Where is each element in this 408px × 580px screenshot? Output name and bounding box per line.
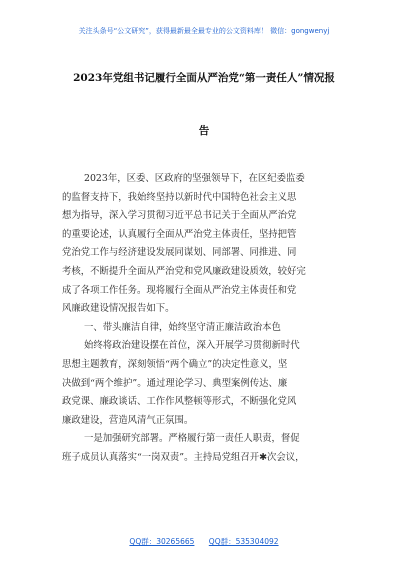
body-line: 成了各项工作任务。现将履行全面从严治党主体责任和党 — [62, 284, 297, 296]
body-line: 廉政建设，营造风清气正氛围。 — [62, 414, 194, 426]
document-title-line-2: 告 — [198, 125, 210, 137]
footer-contact — [0, 536, 408, 547]
body-line: 思想主题教育，深刻领悟“两个确立”的决定性意义，坚 — [62, 358, 288, 370]
document-body — [62, 170, 362, 468]
body-line: 的监督支持下，我始终坚持以新时代中国特色社会主义思 — [62, 191, 297, 203]
body-line: 的重要论述，认真履行全面从严治党主体责任，坚持把管 — [62, 228, 297, 240]
section-heading-1: 一、带头廉洁自律，始终坚守清正廉洁政治本色 — [84, 321, 281, 333]
header-promo-note: 关注头条号“公文研究”，获得最新最全最专业的公文资料库！ 微信：gongwenyj — [78, 27, 330, 35]
footer-qq-group-1[interactable]: QQ群：30265665 — [129, 537, 195, 546]
body-line: 决做到“两个维护”。通过理论学习、典型案例传达、廉 — [62, 377, 288, 389]
body-line: 始终将政治建设摆在首位，深入开展学习贯彻新时代 — [84, 340, 300, 352]
body-line: 班子成员认真落实“一岗双责”。主持局党组召开✱次会议， — [62, 451, 305, 463]
body-line: 党治党工作与经济建设发展同谋划、同部署、同推进、同 — [62, 247, 297, 259]
body-line: 考核，不断提升全面从严治党和党风廉政建设质效，较好完 — [62, 265, 306, 277]
body-line: 2023年，区委、区政府的坚强领导下，在区纪委监委 — [84, 173, 305, 184]
body-line: 政党课、廉政谈话、工作作风整顿等形式，不断强化党风 — [62, 396, 297, 408]
body-line: 想为指导，深入学习贯彻习近平总书记关于全面从严治党 — [62, 210, 297, 222]
document-title-line-1: 2023年党组书记履行全面从严治党“第一责任人”情况报 — [73, 72, 335, 84]
body-line: 一是加强研究部署。严格履行第一责任人职责，督促 — [84, 433, 300, 445]
footer-qq-group-2[interactable]: QQ群：535304092 — [208, 537, 279, 546]
body-line: 风廉政建设情况报告如下。 — [62, 303, 175, 315]
